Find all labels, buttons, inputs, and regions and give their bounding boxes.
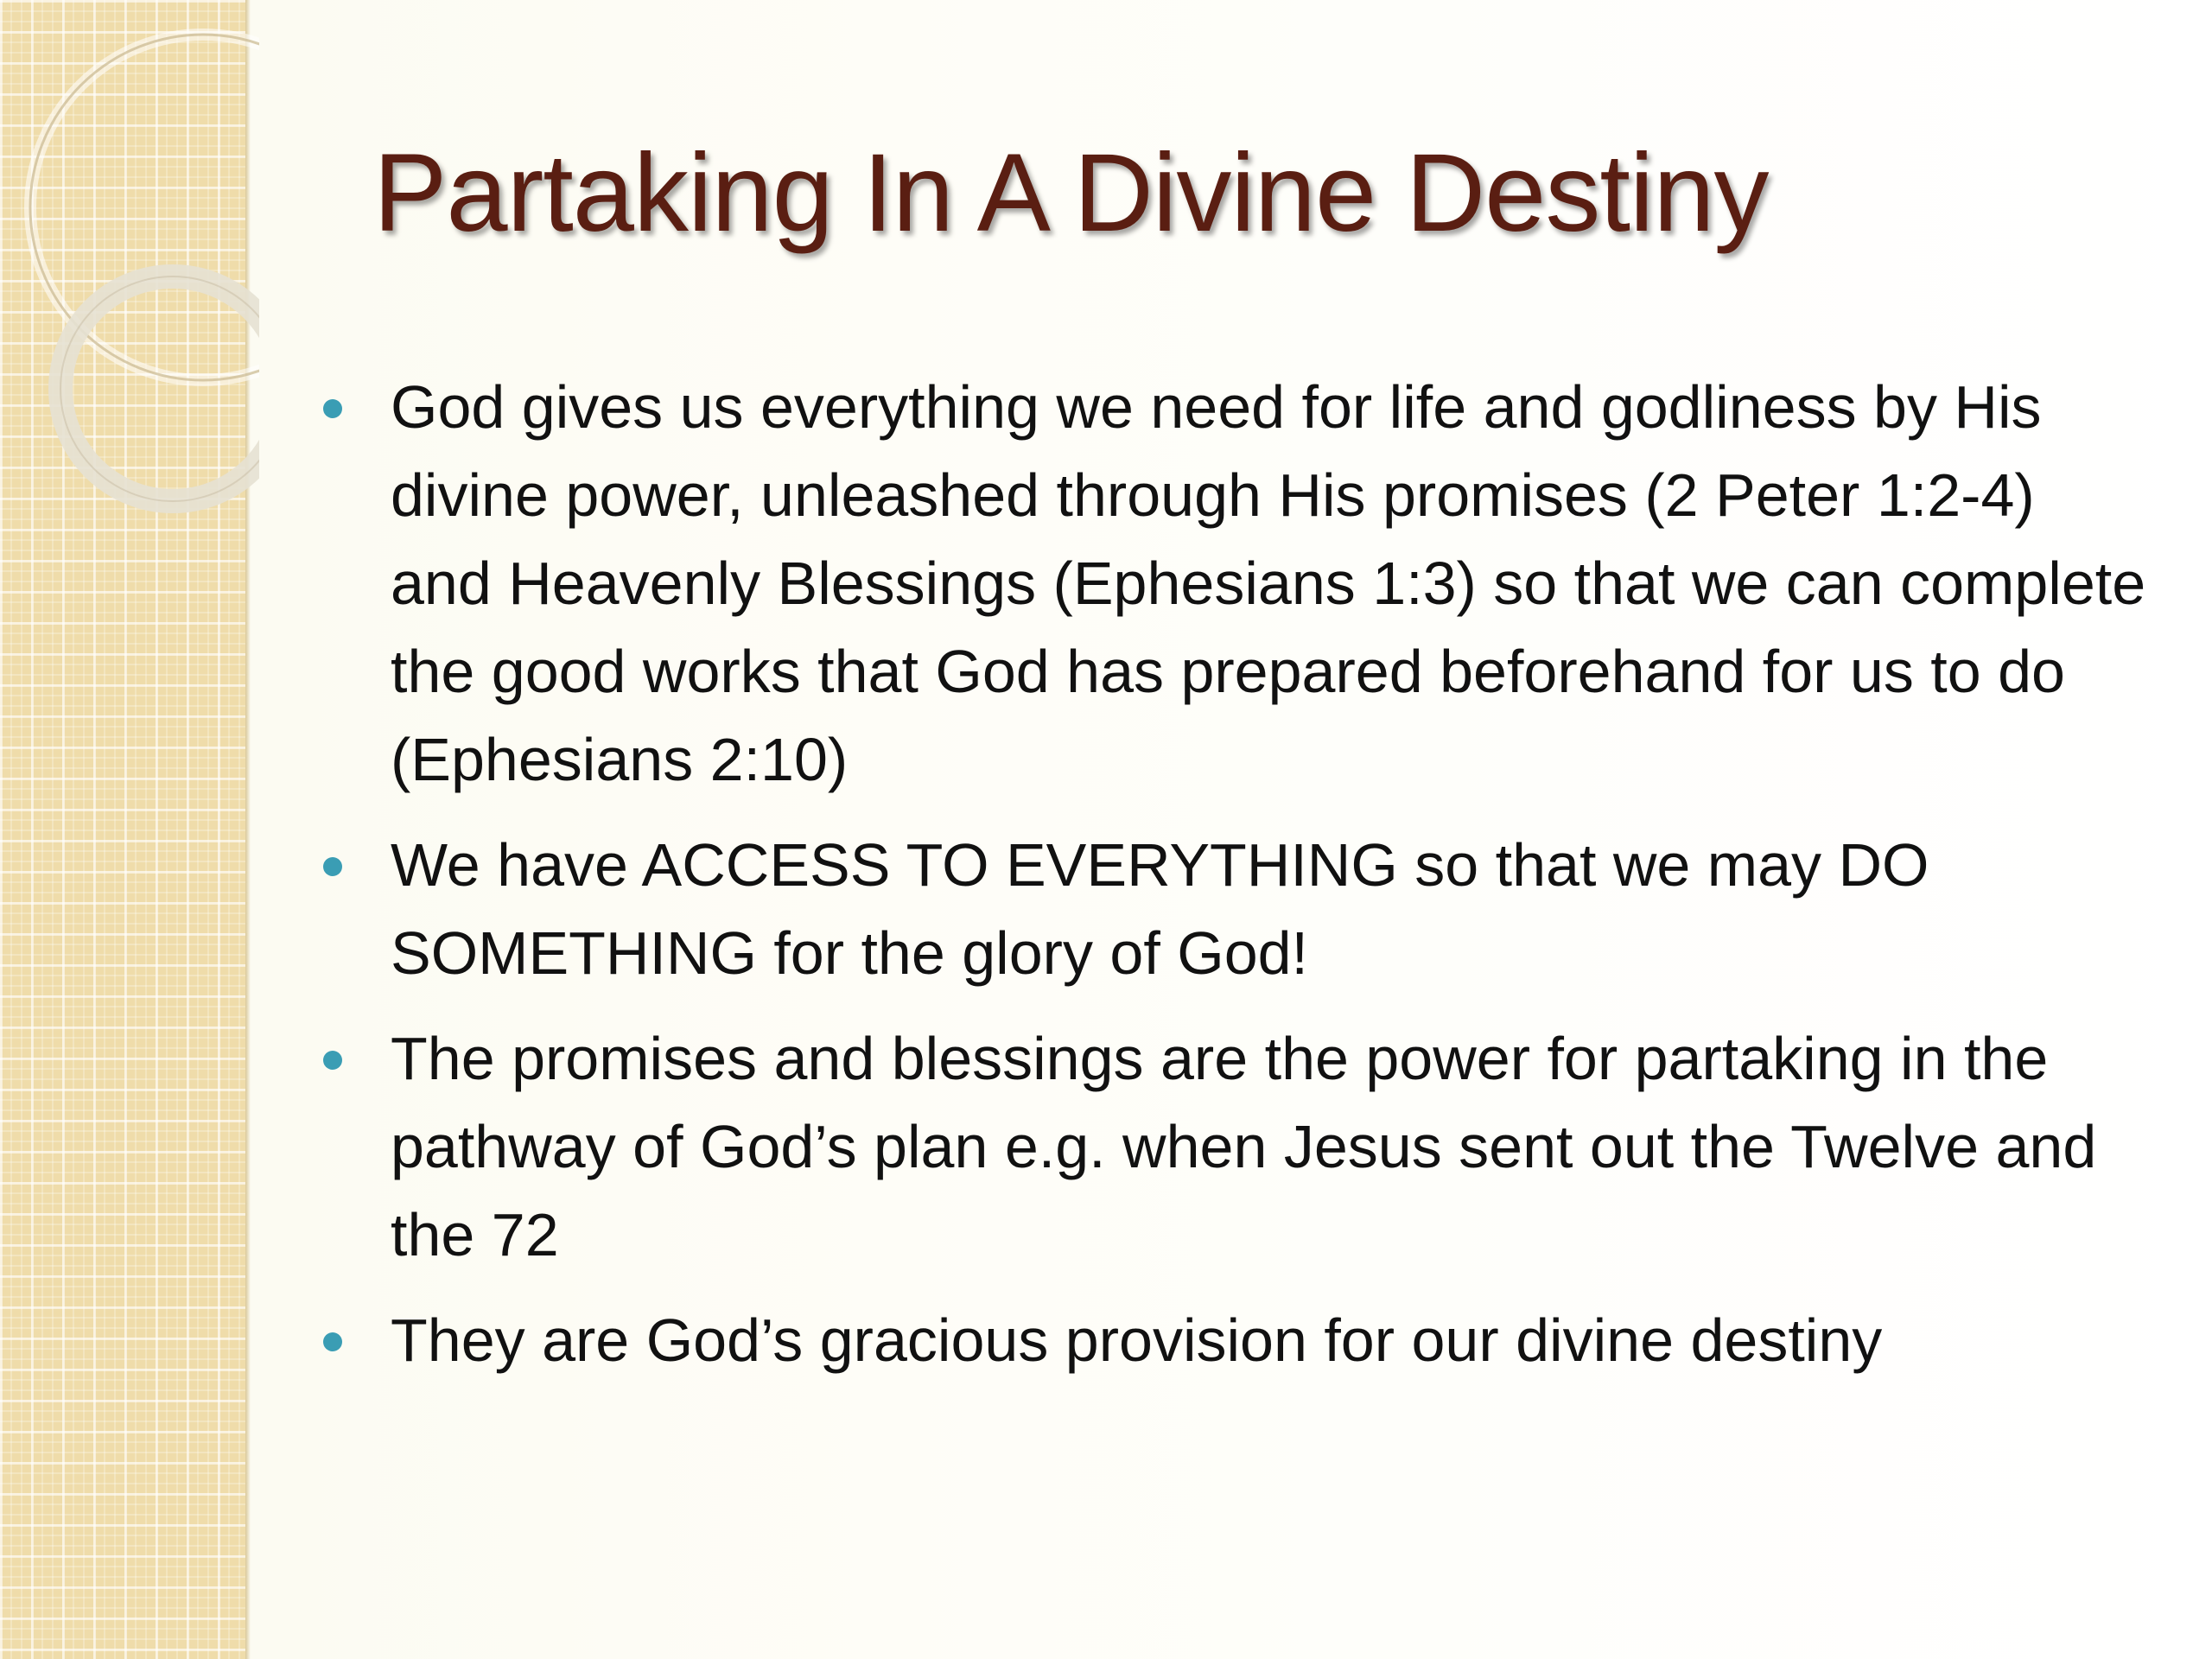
bullet-dot-icon: [323, 857, 342, 876]
bullet-dot-icon: [323, 399, 342, 418]
bullet-item: [311, 821, 2152, 997]
slide-title: Partaking In A Divine Destiny: [373, 131, 1769, 255]
bullet-text: God gives us everything we need for life and godliness by His divine power, unleashed through His promises (2 Peter 1:2-4) and Heavenly Blessings (Ephesians 1:3) so that we can complete the good works that God has prepared beforehand for us to do (Ephesians 2:10): [391, 373, 2146, 793]
decorative-rings-icon: [0, 0, 259, 553]
bullet-list: [311, 363, 2152, 1402]
bullet-item: [311, 1296, 2152, 1384]
bullet-dot-icon: [323, 1051, 342, 1070]
bullet-text: They are God’s gracious provision for our divine destiny: [391, 1306, 1883, 1374]
bullet-text: We have ACCESS TO EVERYTHING so that we may DO SOMETHING for the glory of God!: [391, 831, 1929, 987]
bullet-item: [311, 363, 2152, 804]
bullet-item: [311, 1014, 2152, 1279]
bullet-text: The promises and blessings are the power for partaking in the pathway of God’s plan e.g. when Jesus sent out the Twelve and the 72: [391, 1025, 2097, 1268]
bullet-dot-icon: [323, 1332, 342, 1351]
